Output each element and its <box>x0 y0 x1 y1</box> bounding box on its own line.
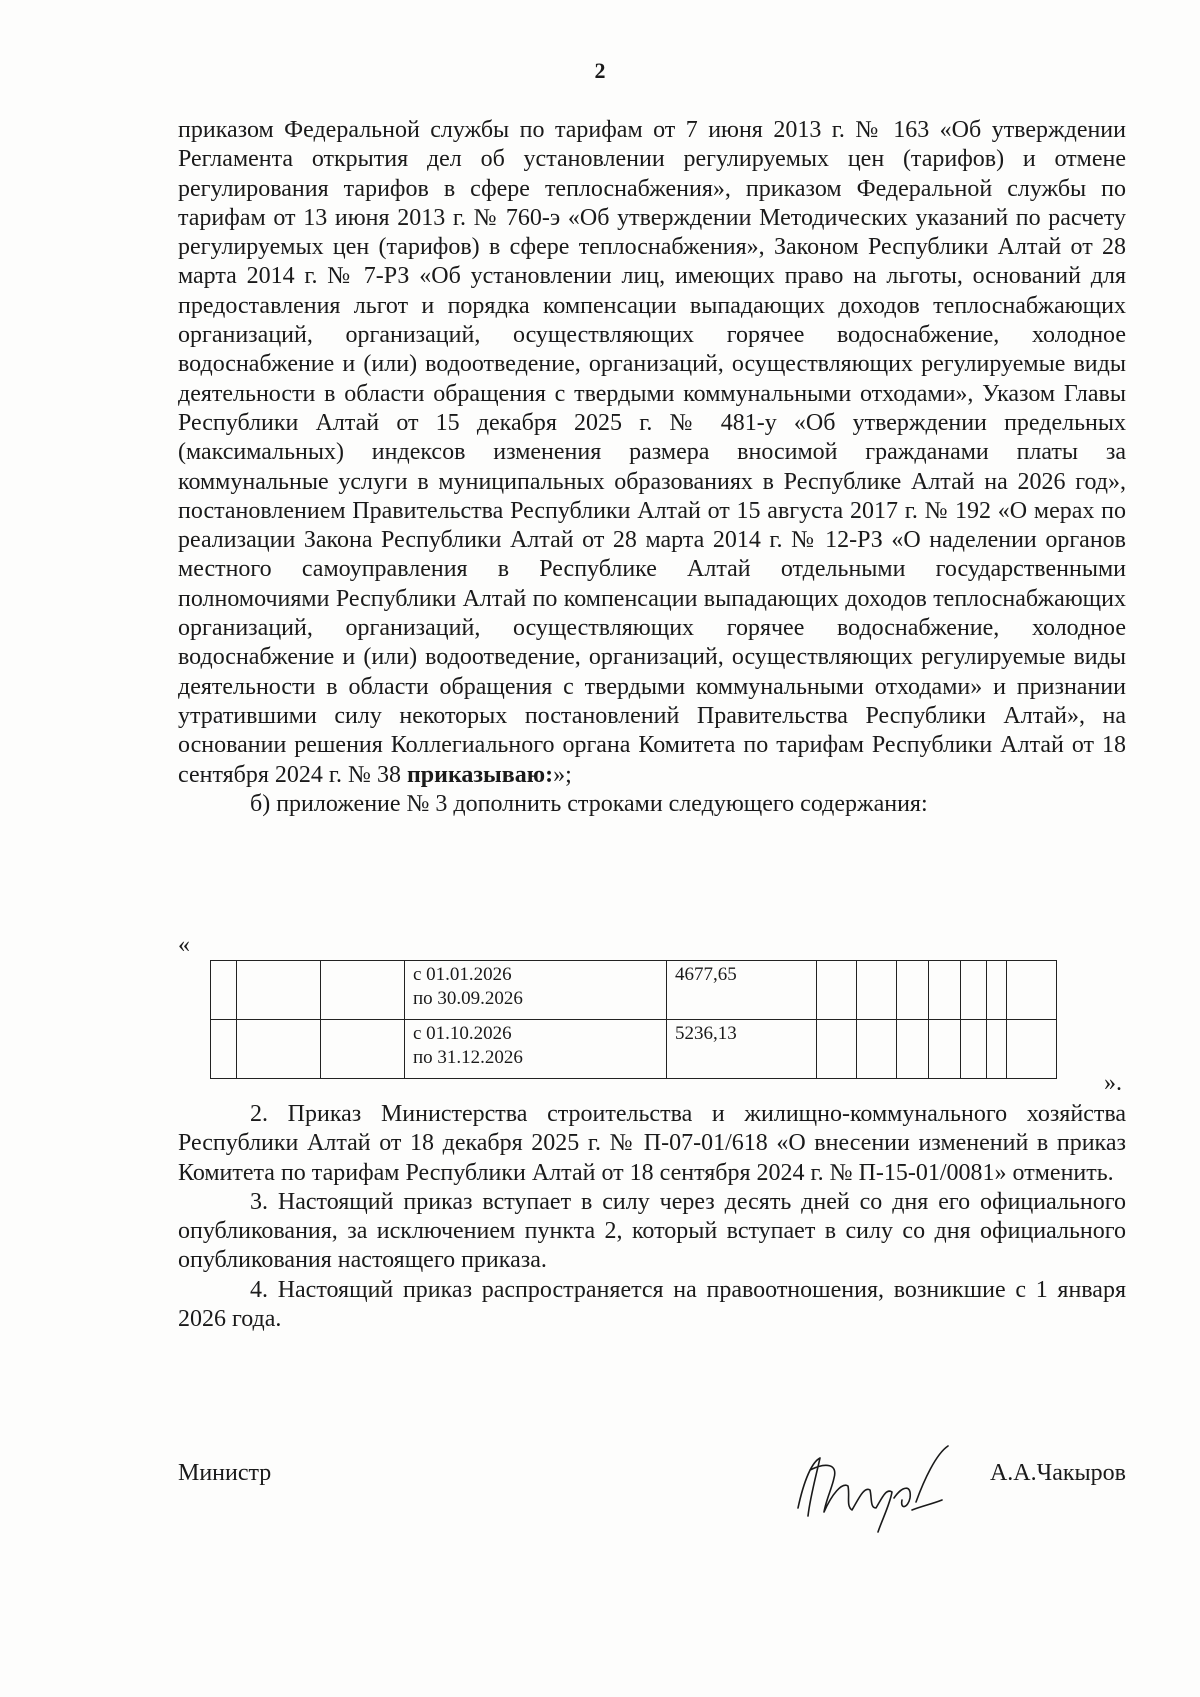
signature-block <box>178 1440 1126 1550</box>
table-row <box>211 1020 1057 1079</box>
body-text-top <box>178 116 1126 819</box>
table-cell <box>211 1020 237 1079</box>
period-to: по 31.12.2026 <box>413 1047 523 1068</box>
table-cell <box>237 961 321 1020</box>
legal-basis-text: приказом Федеральной службы по тарифам от 7 июня 2013 г. № 163 «Об утверждении Регламента открытия дел об установлении регулируемых цен (тарифов) и отмене регулирования тарифов в сфере теплоснабжения», приказом Федеральной службы по тарифам от 13 июня 2013 г. № 760-э «Об утверждении Методических указаний по расчету регулируемых цен (тарифов) в сфере теплоснабжения», Законом Республики Алтай от 28 марта 2014 г. № 7-РЗ «Об установлении лиц, имеющих право на льготы, оснований для предоставления льгот и порядка компенсации выпадающих доходов теплоснабжающих организаций, организаций, осуществляющих горячее водоснабжение, холодное водоснабжение и (или) водоотведение, организаций, осуществляющих регулируемые виды деятельности в области обращения с твердыми коммунальными отходами», Указом Главы Республики Алтай от 15 декабря 2025 г. № 481-у «Об утверждении предельных (максимальных) индексов изменения размера вносимой гражданами платы за коммунальные услуги в муниципальных образованиях в Республике Алтай на 2026 год», постановлением Правительства Республики Алтай от 15 августа 2017 г. № 192 «О мерах по реализации Закона Республики Алтай от 28 марта 2014 г. № 12-РЗ «О наделении органов местного самоуправления в Республике Алтай отдельными государственными полномочиями Республики Алтай по компенсации выпадающих доходов теплоснабжающих организаций, организаций, осуществляющих горячее водоснабжение, холодное водоснабжение и (или) водоотведение, организаций, осуществляющих регулируемые виды деятельности в области обращения с твердыми коммунальными отходами» и признании утратившими силу некоторых постановлений Правительства Республики Алтай», на основании решения Коллегиального органа Комитета по тарифам Республики Алтай от 18 сентября 2024 г. № 38 <box>178 117 1126 788</box>
period-from: с 01.01.2026 <box>413 964 512 985</box>
table-cell <box>987 961 1007 1020</box>
table-cell <box>987 1020 1007 1079</box>
tariff-value-cell: 5236,13 <box>667 1020 817 1079</box>
body-text-bottom <box>178 1100 1126 1334</box>
table-open-quote: « <box>178 932 190 958</box>
appendix-rows-table <box>210 960 1057 1079</box>
period-cell <box>405 961 667 1020</box>
tariff-value-cell: 4677,65 <box>667 961 817 1020</box>
table-cell <box>857 961 897 1020</box>
handwritten-signature <box>786 1440 956 1540</box>
period-to: по 30.09.2026 <box>413 988 523 1009</box>
table-cell <box>961 961 987 1020</box>
table-cell <box>961 1020 987 1079</box>
paragraph-item-2: 2. Приказ Министерства строительства и жилищно-коммунального хозяйства Республики Алтай от 18 декабря 2025 г. № П-07-01/618 «О внесении изменений в приказ Комитета по тарифам Республики Алтай от 18 сентября 2024 г. № П-15-01/0081» отменить. <box>178 1101 1126 1186</box>
signer-title: Министр <box>178 1460 272 1486</box>
table-close-quote: ». <box>1104 1070 1122 1096</box>
table-cell <box>1007 961 1057 1020</box>
table-row <box>211 961 1057 1020</box>
order-keyword: приказываю: <box>406 761 554 788</box>
closing-quote-semicolon: »; <box>553 761 572 788</box>
table-cell <box>321 961 405 1020</box>
paragraph-item-4: 4. Настоящий приказ распространяется на правоотношения, возникшие с 1 января 2026 года. <box>178 1276 1126 1333</box>
table-cell <box>897 961 929 1020</box>
table-cell <box>237 1020 321 1079</box>
period-cell <box>405 1020 667 1079</box>
table-cell <box>897 1020 929 1079</box>
table-cell <box>817 1020 857 1079</box>
page-number: 2 <box>594 58 606 83</box>
table-cell <box>817 961 857 1020</box>
table-cell <box>211 961 237 1020</box>
signer-name: А.А.Чакыров <box>989 1460 1126 1486</box>
table-cell <box>929 1020 961 1079</box>
period-from: с 01.10.2026 <box>413 1023 512 1044</box>
table-cell <box>1007 1020 1057 1079</box>
paragraph-legal-basis <box>178 116 1126 790</box>
table-cell <box>321 1020 405 1079</box>
table-cell <box>929 961 961 1020</box>
paragraph-item-3: 3. Настоящий приказ вступает в силу через десять дней со дня его официального опубликования, за исключением пункта 2, который вступает в силу со дня официального опубликования настоящего приказа. <box>178 1188 1126 1274</box>
paragraph-appendix-intro: б) приложение № 3 дополнить строками следующего содержания: <box>250 790 928 817</box>
table-cell <box>857 1020 897 1079</box>
